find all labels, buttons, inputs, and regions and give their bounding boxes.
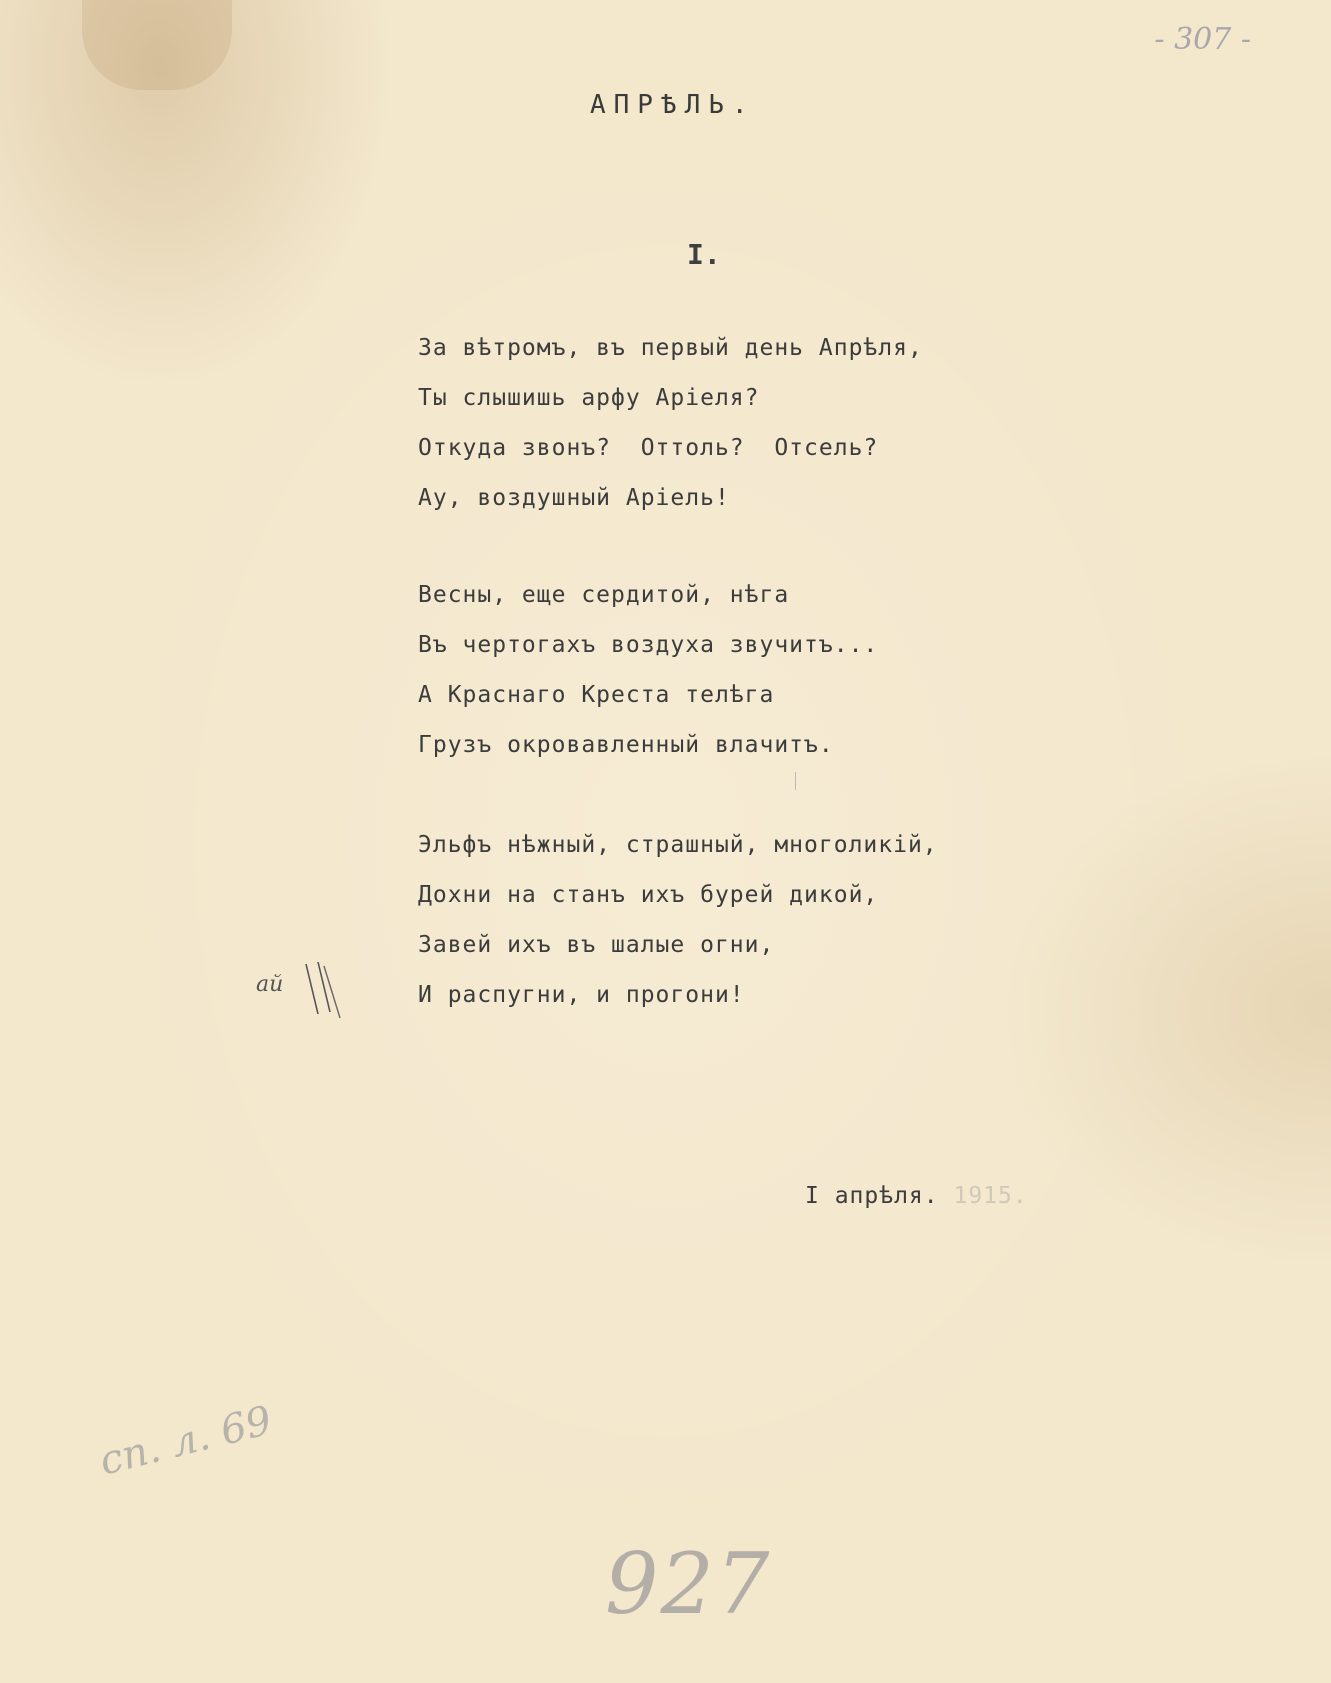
verse-line: Грузъ окровавленный влачитъ. [418,732,834,758]
folio-number: 927 [605,1535,772,1633]
verse-line: Ты слышишь арфу Аріеля? [418,385,760,411]
pencil-tick [795,772,796,790]
verse-line: Откуда звонъ? Оттоль? Отсель? [418,435,879,461]
date-year: 1915. [953,1183,1028,1209]
date-line [805,1183,1028,1209]
stanza-2 [418,580,878,780]
stanza-3 [418,830,938,1030]
verse-line: Дохни на станъ ихъ бурей дикой, [418,882,879,908]
verse-line: Ау, воздушный Аріель! [418,485,730,511]
verse-line: Завей ихъ въ шалые огни, [418,932,775,958]
verse-line: Весны, еще сердитой, нѣга [418,582,790,608]
verse-line: Эльфъ нѣжный, страшный, многоликій, [418,832,938,858]
page-number: - 307 - [1154,22,1251,57]
stanza-1 [418,333,923,533]
date-text: I апрѣля. [805,1183,939,1209]
poem-title: АПРѢЛЬ. [590,90,756,120]
verse-line: И распугни, и прогони! [418,982,745,1008]
margin-note: ай [256,972,284,997]
archive-note: сп. л. 69 [95,1397,277,1485]
margin-slashes-icon [300,960,350,1020]
paper-stain [82,0,232,90]
section-number: I. [687,238,721,271]
verse-line: За вѣтромъ, въ первый день Апрѣля, [418,335,923,361]
verse-line: А Краснаго Креста телѣга [418,682,775,708]
verse-line: Въ чертогахъ воздуха звучитъ... [418,632,879,658]
